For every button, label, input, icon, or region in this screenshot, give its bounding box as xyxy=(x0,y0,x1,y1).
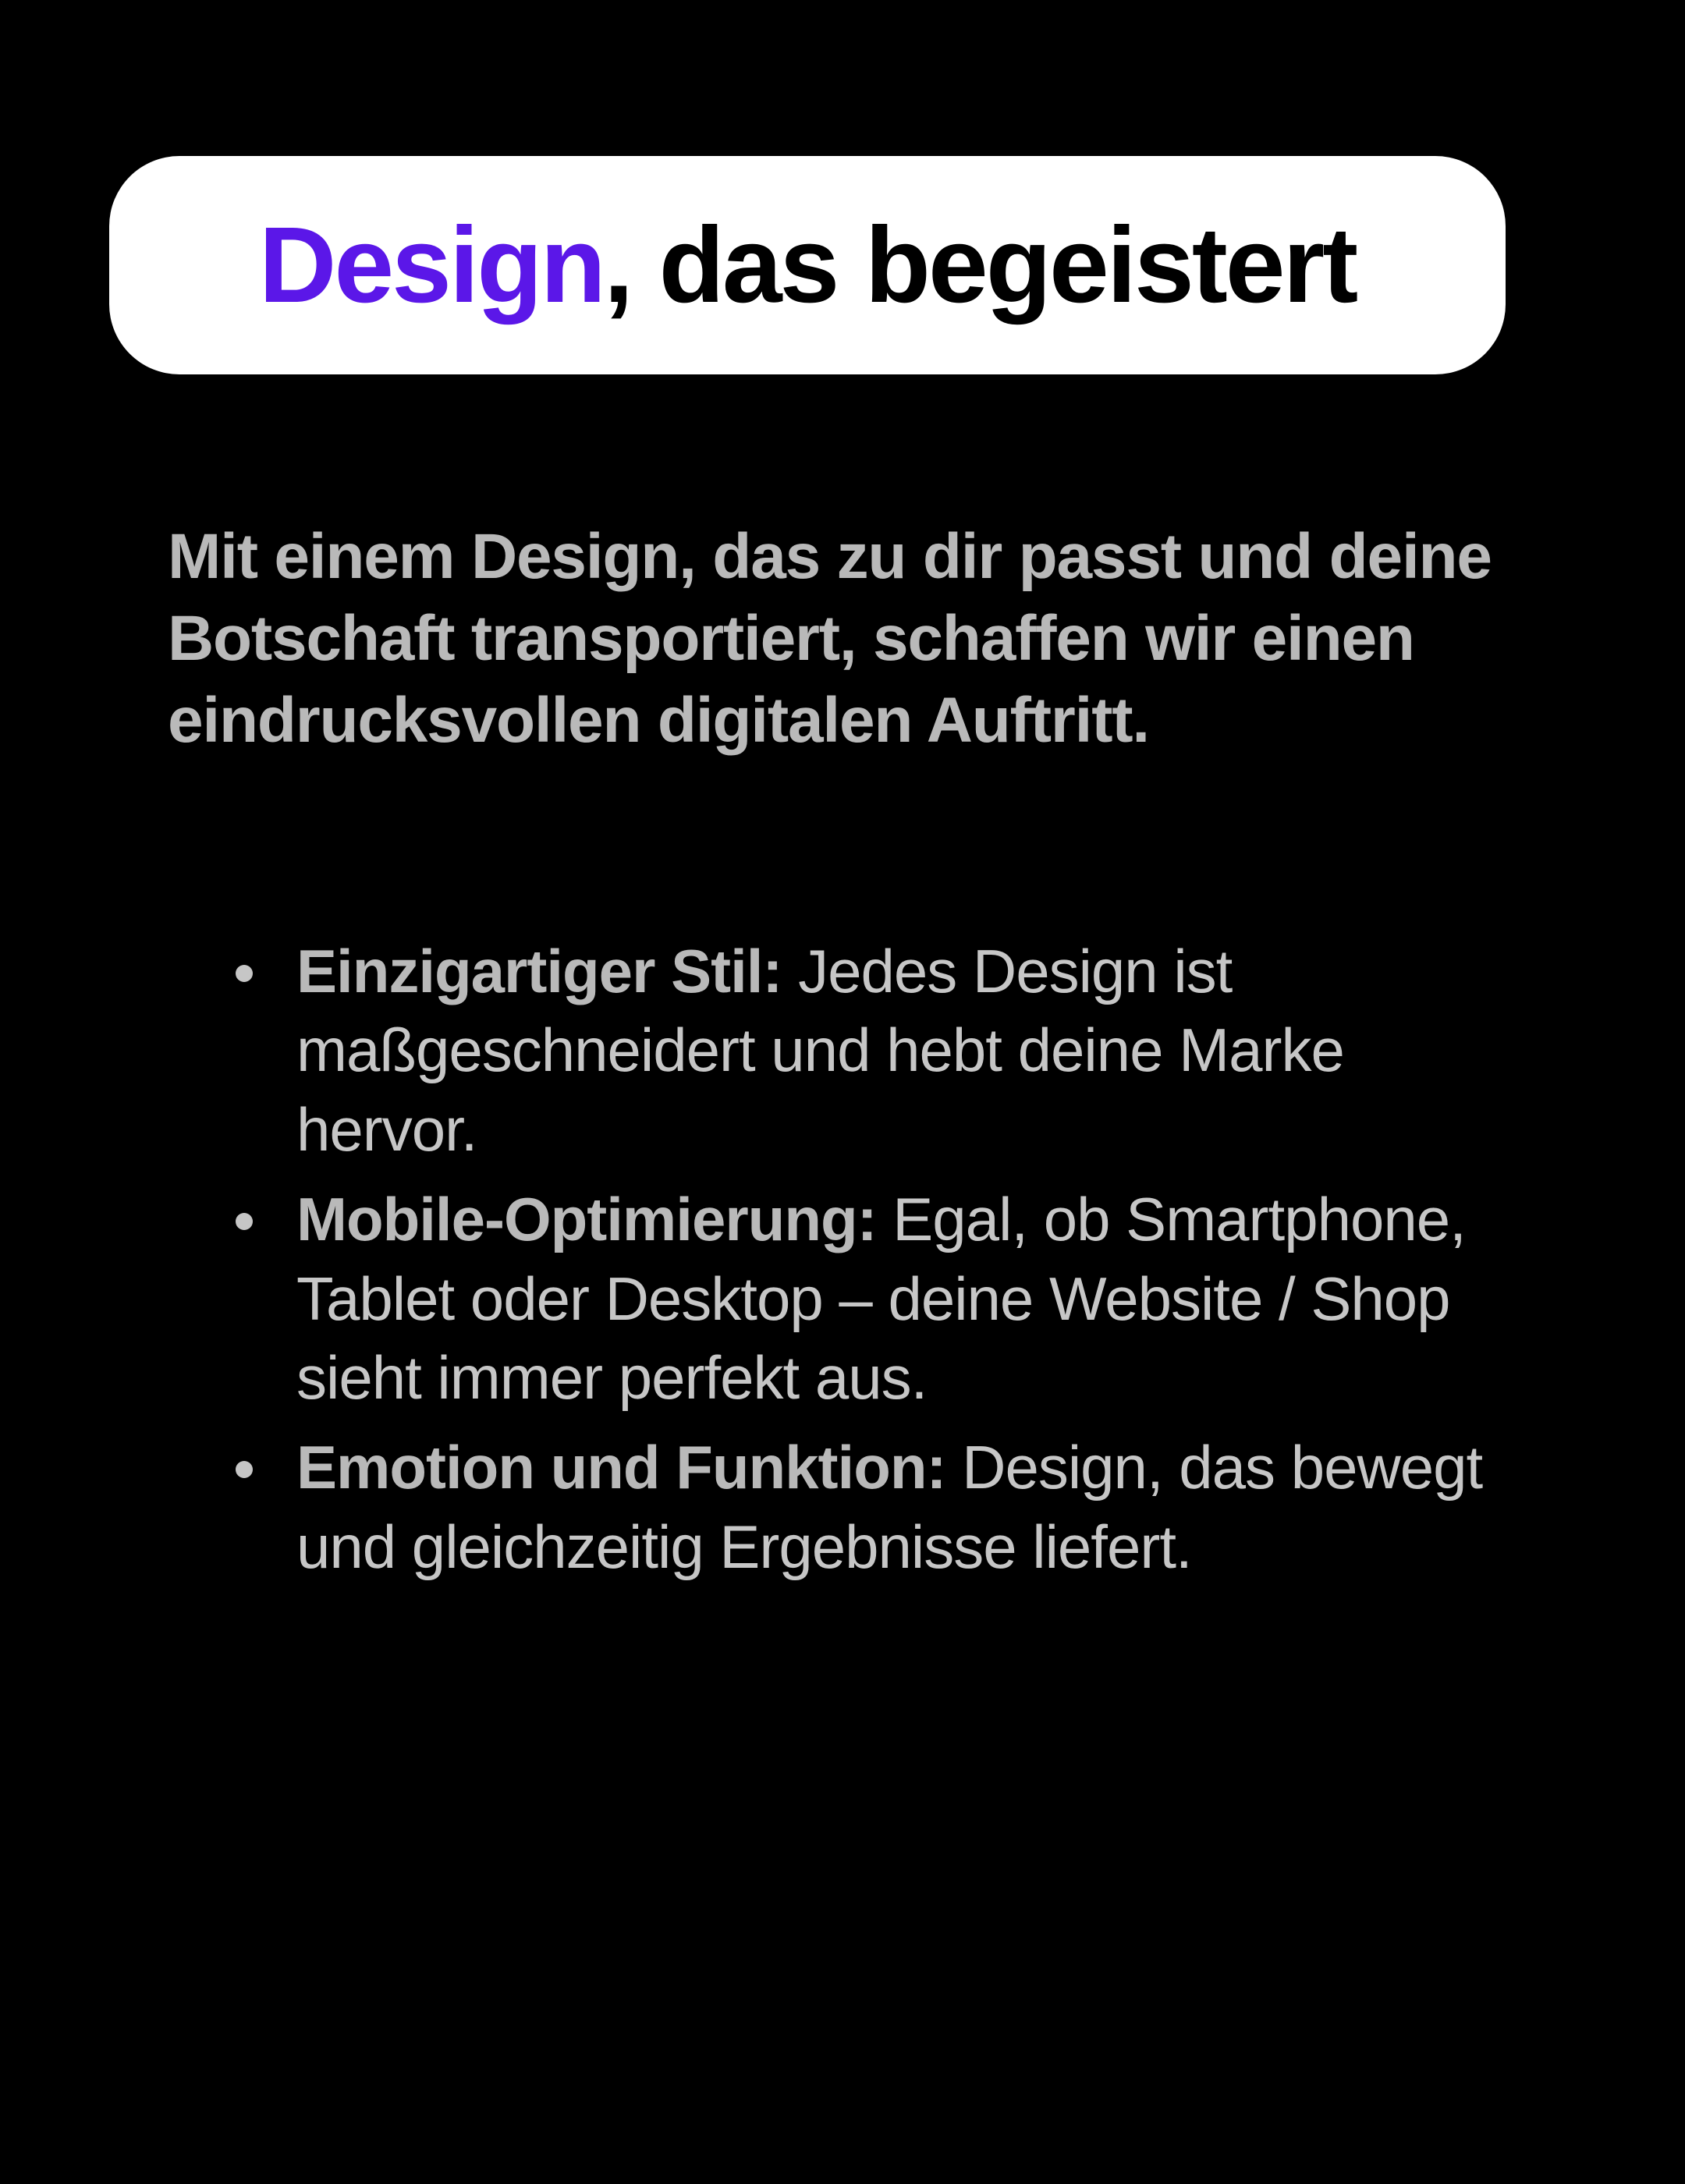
list-item-text: Jedes Design ist maßgeschneidert und hebt deine Marke hervor. xyxy=(296,937,1344,1164)
page-title xyxy=(258,205,1357,325)
list-item xyxy=(226,1428,1521,1587)
list-item xyxy=(226,1180,1521,1417)
feature-list xyxy=(226,932,1521,1597)
title-accent-word: Design xyxy=(258,205,604,325)
list-item xyxy=(226,932,1521,1169)
list-item-lead: Emotion und Funktion: xyxy=(296,1433,946,1502)
list-item-text: Design, das bewegt und gleichzeitig Ergebnisse liefert. xyxy=(296,1433,1483,1581)
list-item-text: Egal, ob Smartphone, Tablet oder Desktop – deine Website / Shop sieht immer perfekt aus. xyxy=(296,1185,1466,1412)
list-item-lead: Einzigartiger Stil: xyxy=(296,937,782,1005)
title-rest: , das begeistert xyxy=(603,205,1357,325)
intro-paragraph: Mit einem Design, das zu dir passt und deine Botschaft transportiert, schaffen wir einen eindrucksvollen digitalen Auftritt. xyxy=(168,521,1492,756)
title-pill xyxy=(109,156,1506,374)
list-item-lead: Mobile-Optimierung: xyxy=(296,1185,877,1254)
